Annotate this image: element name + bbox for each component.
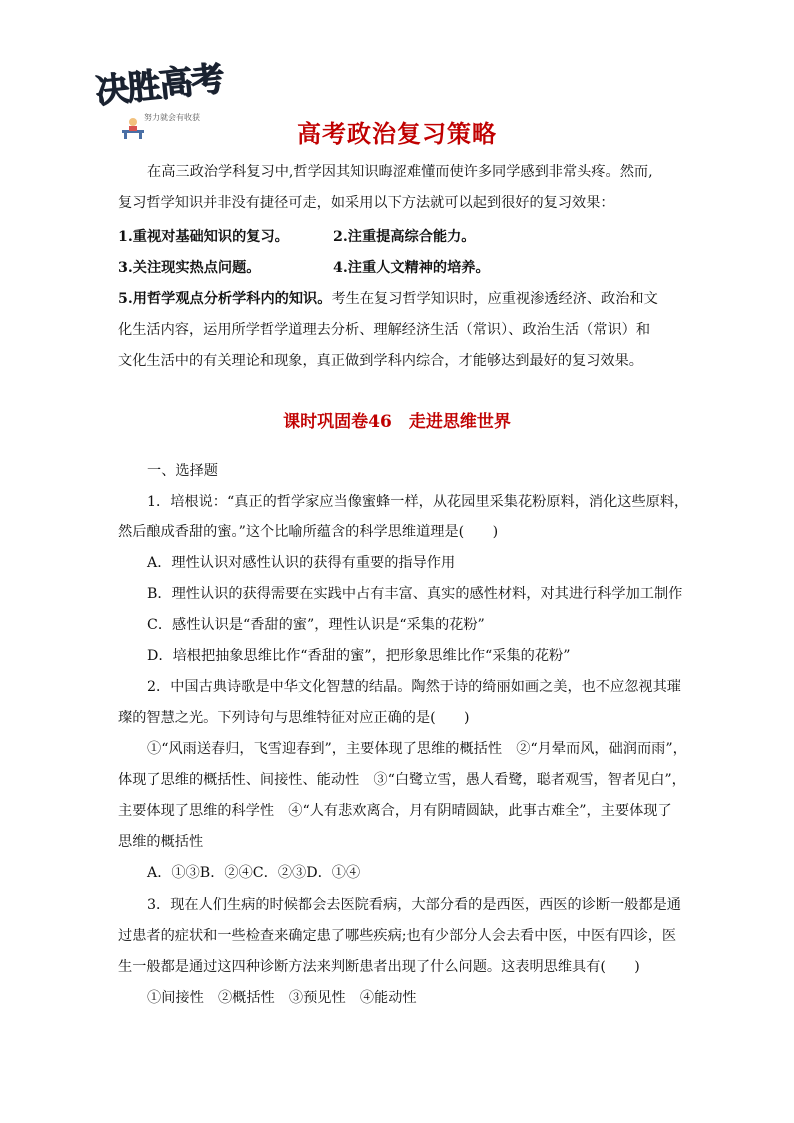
q1-line-2: 然后酿成香甜的蜜。”这个比喻所蕴含的科学思维道理是( ) <box>118 524 499 540</box>
q3-line-3: 生一般都是通过这四种诊断方法来判断患者出现了什么问题。这表明思维具有( ) <box>118 959 640 975</box>
q2-line-1: 2．中国古典诗歌是中华文化智慧的结晶。陶然于诗的绮丽如画之美，也不应忽视其璀 <box>147 679 681 695</box>
method-5 <box>118 289 658 309</box>
section-title: 课时巩固卷46 走进思维世界 <box>283 412 511 432</box>
q2-line-4: 体现了思维的概括性、间接性、能动性 ③“白鹭立雪，愚人看鹭，聪者观雪，智者见白”， <box>118 772 686 788</box>
method-5-line-2: 化生活内容，运用所学哲学道理去分析、理解经济生活（常识）、政治生活（常识）和 <box>118 322 651 338</box>
section-label: 一、选择题 <box>147 463 218 479</box>
method-2: 2.注重提高综合能力。 <box>333 229 476 245</box>
method-5-line-3: 文化生活中的有关理论和现象，真正做到学科内综合，才能够达到最好的复习效果。 <box>118 353 643 369</box>
method-5-bold: 5.用哲学观点分析学科内的知识。 <box>118 291 332 307</box>
logo-tagline: 努力就会有收获 <box>144 113 200 122</box>
q1-option-c: C．感性认识是“香甜的蜜”，理性认识是“采集的花粉” <box>147 617 485 633</box>
logo-text: 决胜高考 <box>92 58 225 112</box>
q1-option-d: D．培根把抽象思维比作“香甜的蜜”，把形象思维比作“采集的花粉” <box>147 648 571 664</box>
method-3: 3.关注现实热点问题。 <box>118 260 261 276</box>
q1-option-a: A．理性认识对感性认识的获得有重要的指导作用 <box>147 555 456 571</box>
page-title: 高考政治复习策略 <box>297 120 497 148</box>
q2-line-5: 主要体现了思维的科学性 ④“人有悲欢离合，月有阴晴圆缺，此事古难全”，主要体现了 <box>118 803 672 819</box>
q3-items: ①间接性 ②概括性 ③预见性 ④能动性 <box>147 990 417 1006</box>
q1-line-1: 1．培根说：“真正的哲学家应当像蜜蜂一样，从花园里采集花粉原料，消化这些原料， <box>147 494 689 510</box>
method-4: 4.注重人文精神的培养。 <box>333 260 490 276</box>
q2-options: A．①③B．②④C．②③D．①④ <box>147 865 361 881</box>
q3-line-2: 过患者的症状和一些检查来确定患了哪些疾病;也有少部分人会去看中医，中医有四诊，医 <box>118 928 677 944</box>
intro-line-2: 复习哲学知识并非没有捷径可走，如采用以下方法就可以起到很好的复习效果： <box>118 195 615 211</box>
q2-line-2: 璨的智慧之光。下列诗句与思维特征对应正确的是( ) <box>118 710 470 726</box>
method-1: 1.重视对基础知识的复习。 <box>118 229 289 245</box>
q2-line-3: ①“风雨送春归，飞雪迎春到”，主要体现了思维的概括性 ②“月晕而风，础润而雨”， <box>147 741 687 757</box>
q3-line-1: 3．现在人们生病的时候都会去医院看病，大部分看的是西医，西医的诊断一般都是通 <box>147 897 681 913</box>
q1-option-b: B．理性认识的获得需要在实践中占有丰富、真实的感性材料，对其进行科学加工制作 <box>147 586 683 602</box>
intro-line-1: 在高三政治学科复习中,哲学因其知识晦涩难懂而使许多同学感到非常头疼。然而, <box>147 164 653 180</box>
q2-line-6: 思维的概括性 <box>118 834 204 850</box>
method-5-rest: 考生在复习哲学知识时，应重视渗透经济、政治和文 <box>331 291 658 307</box>
